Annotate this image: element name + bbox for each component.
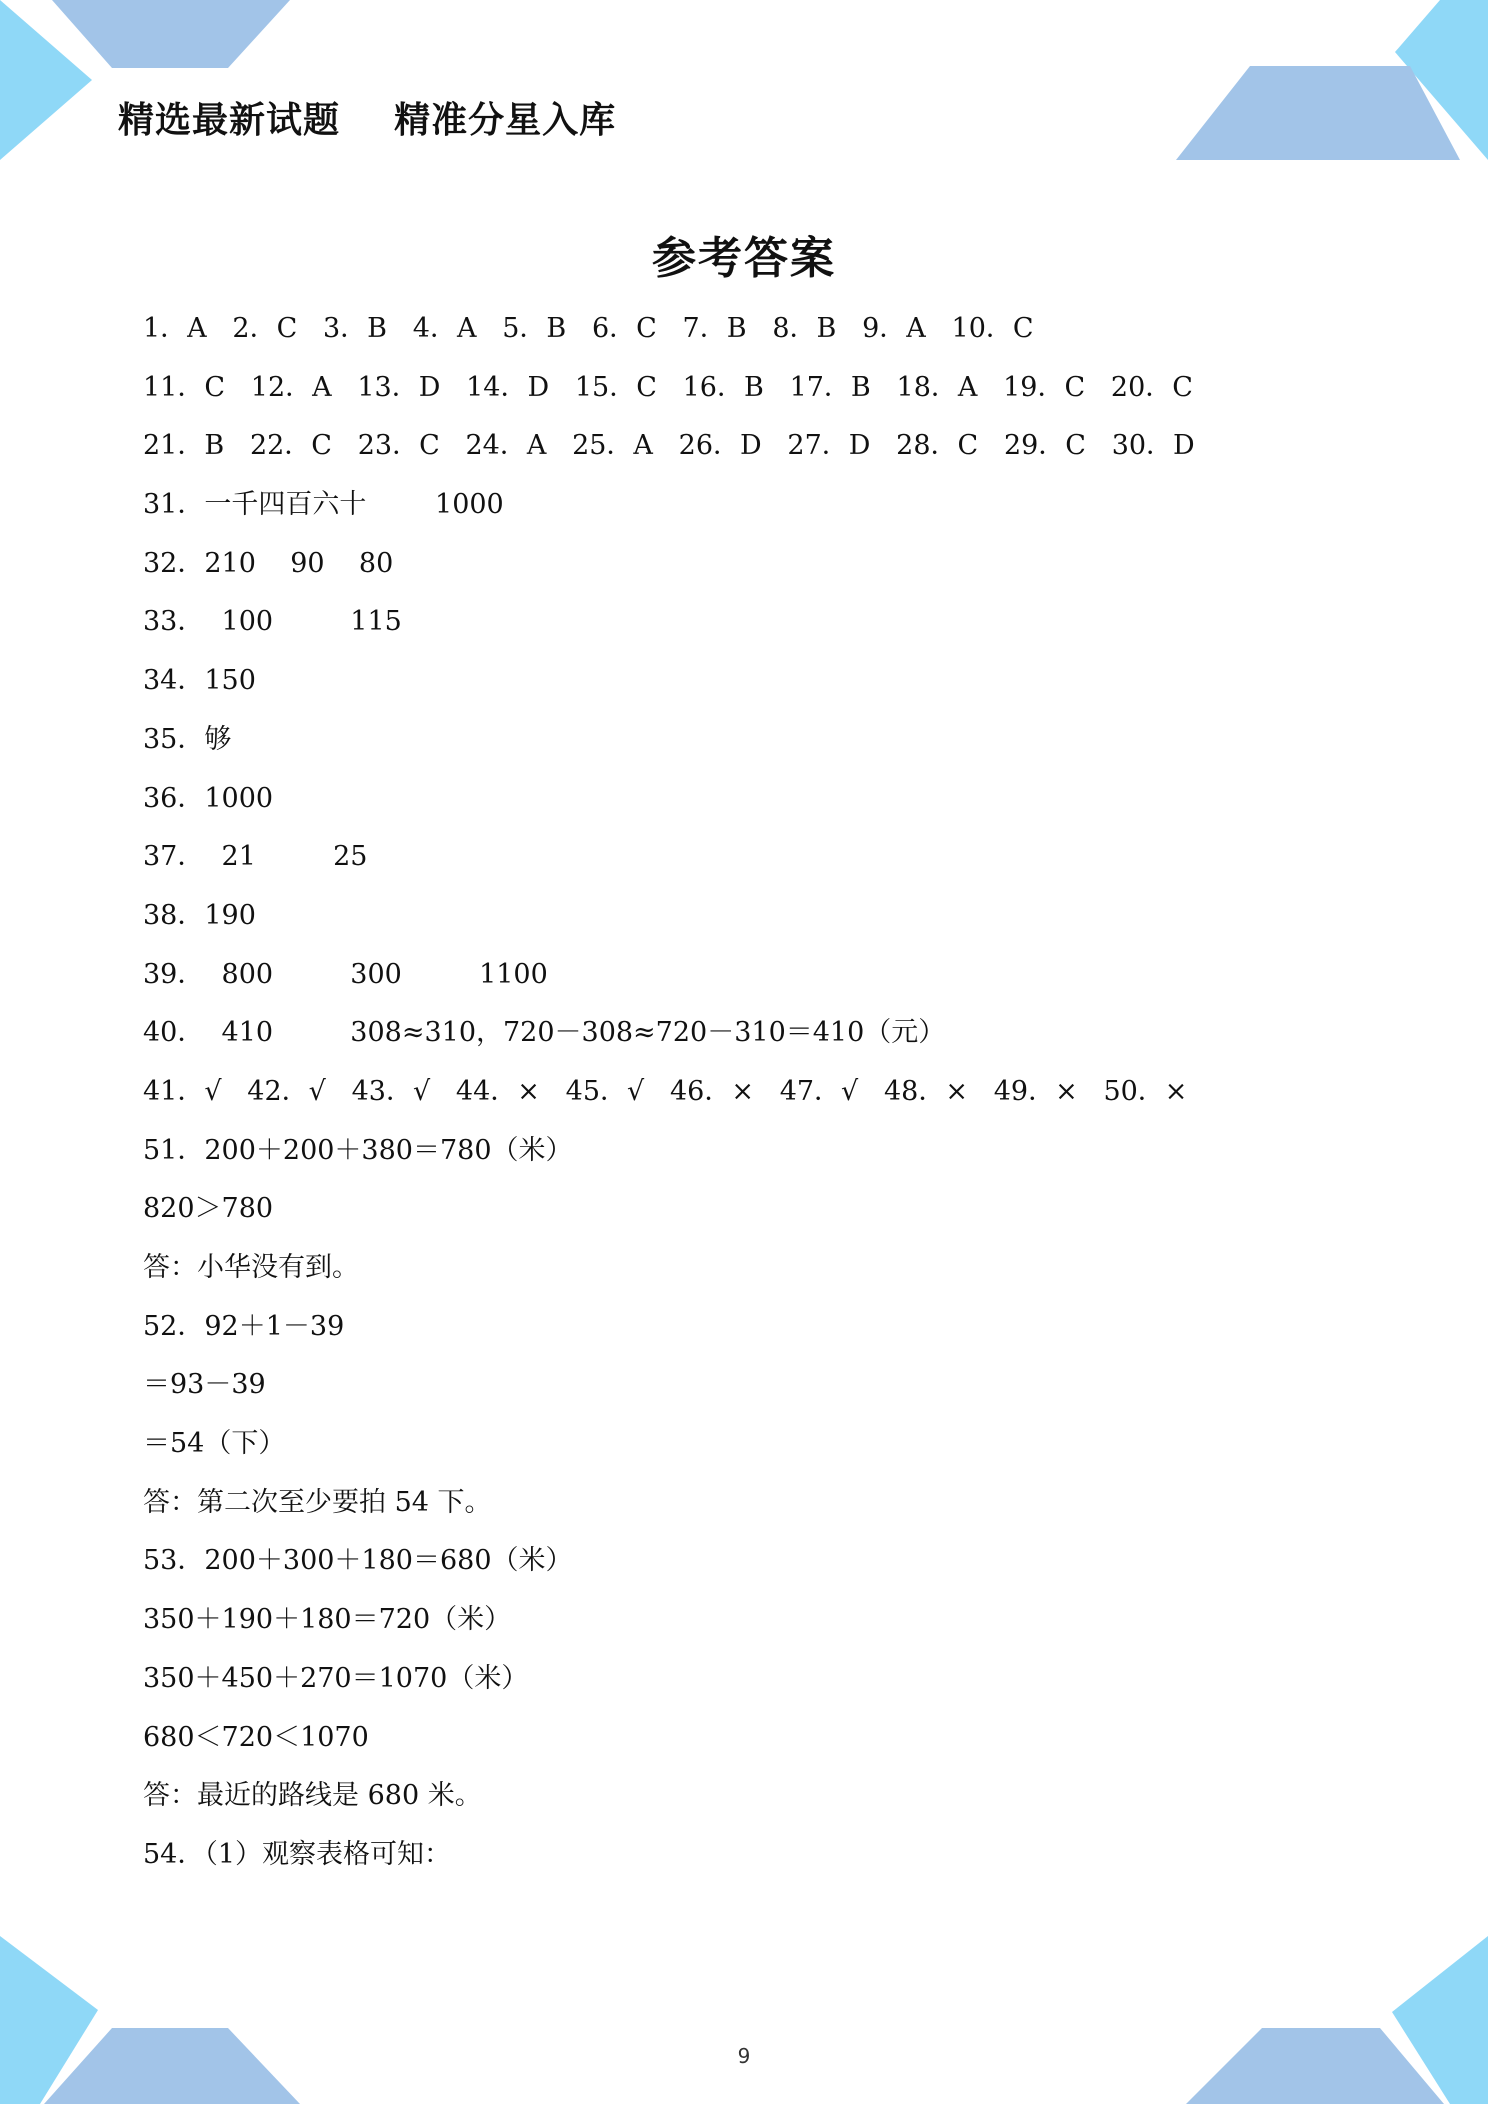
answer-line: 31．一千四百六十 1000 bbox=[143, 489, 504, 521]
answer-line: 1．A 2．C 3．B 4．A 5．B 6．C 7．B 8．B 9．A 10．C bbox=[143, 313, 1034, 344]
page-title: 参考答案 bbox=[652, 233, 836, 284]
answer-line: 350＋450＋270＝1070（米） bbox=[143, 1662, 529, 1694]
answer-list bbox=[143, 300, 1373, 1885]
decor-top-left-trapezoid bbox=[52, 0, 290, 68]
answer-line: 35．够 bbox=[143, 723, 232, 755]
answer-line: 54．（1）观察表格可知： bbox=[143, 1838, 452, 1870]
answer-line: 34．150 bbox=[143, 665, 256, 697]
answer-line: 33． 100 115 bbox=[143, 606, 402, 638]
answer-line: ＝93－39 bbox=[143, 1369, 266, 1401]
answer-line: 32．210 90 80 bbox=[143, 547, 394, 579]
answer-line: 36．1000 bbox=[143, 782, 274, 814]
answer-line: 答：最近的路线是 680 米。 bbox=[143, 1780, 482, 1812]
answer-line: 11．C 12．A 13．D 14．D 15．C 16．B 17．B 18．A 19．C 20．C bbox=[143, 371, 1193, 403]
answer-line: 52．92＋1－39 bbox=[143, 1310, 345, 1342]
answer-line: 350＋190＋180＝720（米） bbox=[143, 1604, 512, 1636]
answer-line: 答：第二次至少要拍 54 下。 bbox=[143, 1486, 492, 1518]
answer-line: 40． 410 308≈310，720－308≈720－310＝410（元） bbox=[143, 1017, 946, 1049]
header-slogan: 精选最新试题 精准分星入库 bbox=[118, 100, 617, 141]
decor-top-right-trapezoid bbox=[1176, 66, 1460, 160]
answer-line: 37． 21 25 bbox=[143, 841, 368, 873]
answer-line: ＝54（下） bbox=[143, 1428, 286, 1460]
answer-line: 820＞780 bbox=[143, 1193, 274, 1225]
answer-line: 41．√ 42．√ 43．√ 44．× 45．√ 46．× 47．√ 48．× 49．× 50．× bbox=[143, 1075, 1188, 1107]
answer-line: 51．200＋200＋380＝780（米） bbox=[143, 1134, 573, 1166]
answer-line: 53．200＋300＋180＝680（米） bbox=[143, 1545, 573, 1577]
answer-line: 38．190 bbox=[143, 899, 256, 931]
answer-line: 680＜720＜1070 bbox=[143, 1721, 369, 1753]
answer-line: 21．B 22．C 23．C 24．A 25．A 26．D 27．D 28．C 29．C 30．D bbox=[143, 430, 1195, 462]
page-number: 9 bbox=[737, 2044, 751, 2068]
answer-line: 39． 800 300 1100 bbox=[143, 958, 548, 990]
answer-line: 答：小华没有到。 bbox=[143, 1252, 359, 1283]
